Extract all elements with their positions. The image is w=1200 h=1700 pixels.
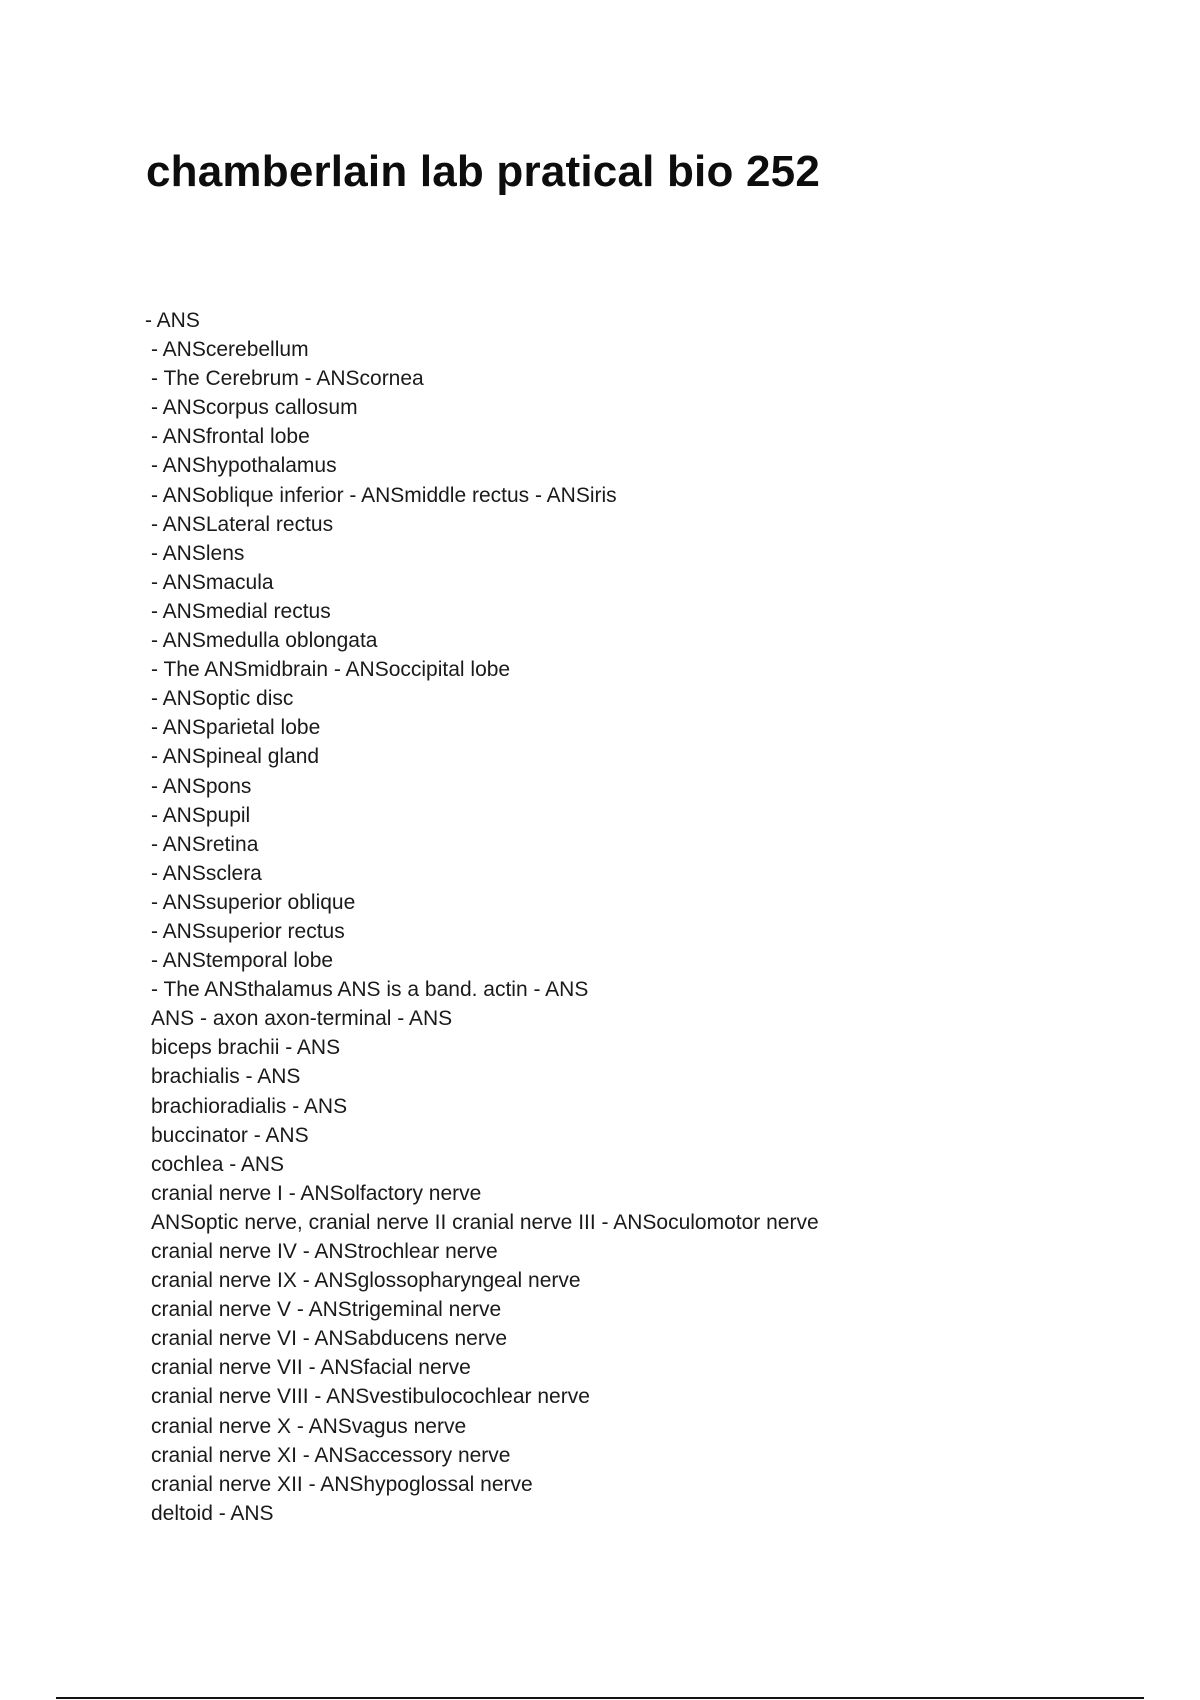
list-item: - ANSretina [151,832,259,856]
list-item: - ANSpons [151,774,252,798]
list-item: - ANScerebellum [151,338,309,362]
list-item: - ANSfrontal lobe [151,425,310,449]
list-item: cranial nerve V - ANStrigeminal nerve [151,1298,502,1322]
list-item: - ANStemporal lobe [151,949,334,973]
list-item: - The Cerebrum - ANScornea [151,367,424,391]
footer-divider [56,1697,1144,1699]
list-item: - ANSsuperior rectus [151,919,345,943]
list-item: buccinator - ANS [151,1123,309,1147]
list-item: cranial nerve I - ANSolfactory nerve [151,1181,482,1205]
list-item: cranial nerve VI - ANSabducens nerve [151,1327,508,1351]
list-item: cranial nerve VIII - ANSvestibulocochlear nerve [151,1385,590,1409]
list-item: - ANSparietal lobe [151,716,321,740]
term-list [145,306,1105,1528]
list-item: - ANSmedulla oblongata [151,629,378,653]
list-item: - ANSoptic disc [151,687,294,711]
list-item: - The ANSmidbrain - ANSoccipital lobe [151,658,511,682]
list-item: brachioradialis - ANS [151,1094,348,1118]
list-item: - The ANSthalamus ANS is a band. actin - ANS [151,978,589,1002]
list-item: - ANSpupil [151,803,251,827]
list-item: brachialis - ANS [151,1065,301,1089]
list-item: - ANShypothalamus [151,454,337,478]
list-item: ANSoptic nerve, cranial nerve II cranial nerve III - ANSoculomotor nerve [151,1210,819,1234]
list-item: cranial nerve X - ANSvagus nerve [151,1414,467,1438]
list-item: deltoid - ANS [151,1501,274,1525]
list-item: cranial nerve XI - ANSaccessory nerve [151,1443,511,1467]
list-item: - ANSLateral rectus [151,512,334,536]
list-item: cranial nerve VII - ANSfacial nerve [151,1356,471,1380]
page-title: chamberlain lab pratical bio 252 [146,147,820,196]
list-item: - ANSmedial rectus [151,599,331,623]
list-item: - ANSsclera [151,861,262,885]
list-item: - ANSmacula [151,570,274,594]
list-item: - ANSoblique inferior - ANSmiddle rectus - ANSiris [151,483,617,507]
list-item: - ANS [145,309,200,332]
list-item: cranial nerve IV - ANStrochlear nerve [151,1240,498,1263]
list-item: cochlea - ANS [151,1152,285,1176]
list-item: ANS - axon axon-terminal - ANS [151,1007,453,1031]
list-item: cranial nerve XII - ANShypoglossal nerve [151,1472,533,1496]
list-item: - ANSpineal gland [151,745,320,769]
list-item: biceps brachii - ANS [151,1036,341,1060]
list-item: - ANSsuperior oblique [151,890,356,914]
list-item: - ANScorpus callosum [151,396,358,420]
list-item: - ANSlens [151,541,245,565]
list-item: cranial nerve IX - ANSglossopharyngeal nerve [151,1269,581,1293]
